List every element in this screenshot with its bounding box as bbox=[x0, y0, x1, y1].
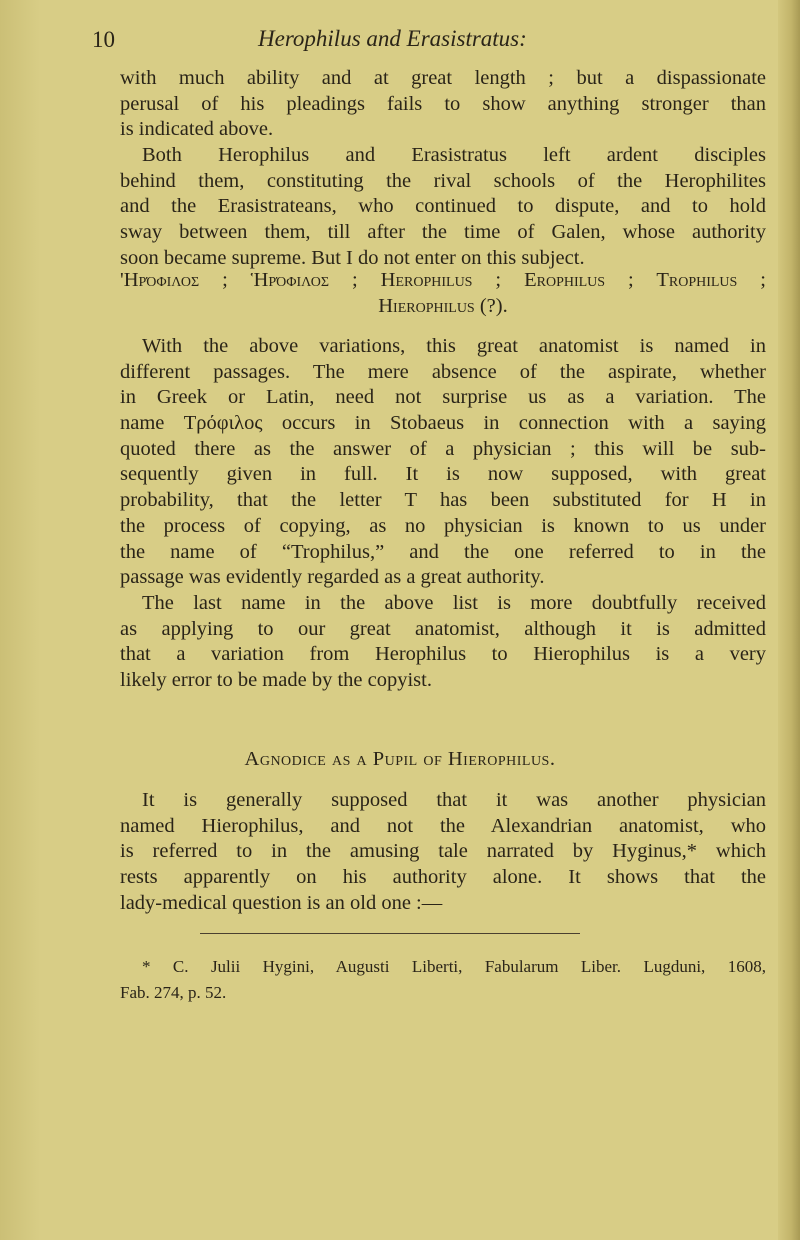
footnote-rule bbox=[200, 933, 580, 934]
text-line: The last name in the above list is more doubtfully received bbox=[142, 591, 766, 614]
text-line: lady-medical question is an old one :— bbox=[120, 891, 443, 914]
text-line: the name of “Trophilus,” and the one referred to in the bbox=[120, 540, 766, 563]
text-line: probability, that the letter T has been substituted for H in bbox=[120, 489, 766, 512]
text-line: Hierophilus (?). bbox=[378, 294, 508, 317]
text-line: quoted there as the answer of a physician ; this will be sub- bbox=[120, 437, 766, 460]
text-line: with much ability and at great length ; but a dispassionate bbox=[120, 67, 766, 89]
text-line: 'Ηρόφιλος ; Ἡρόφιλος ; Herophilus ; Erophilus ; Trophilus ; bbox=[120, 269, 766, 291]
name-variants bbox=[120, 268, 766, 319]
text-line: soon became supreme. But I do not enter on this subject. bbox=[120, 246, 585, 269]
text-line: With the above variations, this great anatomist is named in bbox=[142, 335, 766, 357]
text-line: passage was evidently regarded as a great authority. bbox=[120, 566, 545, 589]
text-line: likely error to be made by the copyist. bbox=[120, 668, 432, 691]
text-line: It is generally supposed that it was another physician bbox=[142, 789, 766, 811]
page-edge bbox=[778, 0, 800, 1240]
text-line: sequently given in full. It is now supposed, with great bbox=[120, 463, 766, 486]
section-heading: Agnodice as a Pupil of Hierophilus. bbox=[244, 748, 556, 770]
text-line: and the Erasistrateans, who continued to dispute, and to hold bbox=[120, 195, 766, 218]
text-line: Both Herophilus and Erasistratus left ardent disciples bbox=[142, 144, 766, 167]
running-head: Herophilus and Erasistratus: bbox=[258, 26, 527, 51]
paragraph-3 bbox=[120, 334, 766, 694]
page-gutter-shadow bbox=[0, 0, 40, 1240]
text-line: in Greek or Latin, need not surprise us as a variation. The bbox=[120, 386, 766, 409]
text-line: that a variation from Herophilus to Hierophilus is a very bbox=[120, 643, 766, 666]
text-line: as applying to our great anatomist, although it is admitted bbox=[120, 617, 766, 640]
text-line: rests apparently on his authority alone. It shows that the bbox=[120, 866, 766, 889]
text-line: perusal of his pleadings fails to show anything stronger than bbox=[120, 92, 766, 115]
text-line: is indicated above. bbox=[120, 118, 274, 141]
footnote bbox=[120, 955, 766, 1006]
text-line: the process of copying, as no physician is known to us under bbox=[120, 514, 766, 537]
text-line: is referred to in the amusing tale narrated by Hyginus,* which bbox=[120, 840, 766, 863]
footnote-line: Fab. 274, p. 52. bbox=[120, 982, 227, 1002]
paragraph-4 bbox=[120, 788, 766, 916]
text-line: name Τρόφιλος occurs in Stobaeus in connection with a saying bbox=[120, 412, 766, 435]
footnote-line: * C. Julii Hygini, Augusti Liberti, Fabularum Liber. Lugduni, 1608, bbox=[142, 957, 766, 976]
paragraph-1 bbox=[120, 66, 766, 272]
text-line: named Hierophilus, and not the Alexandrian anatomist, who bbox=[120, 814, 766, 837]
page-number: 10 bbox=[92, 27, 115, 52]
text-line: sway between them, till after the time of Galen, whose authority bbox=[120, 221, 766, 244]
text-line: behind them, constituting the rival schools of the Herophilites bbox=[120, 169, 766, 192]
text-line: different passages. The mere absence of the aspirate, whether bbox=[120, 360, 766, 383]
